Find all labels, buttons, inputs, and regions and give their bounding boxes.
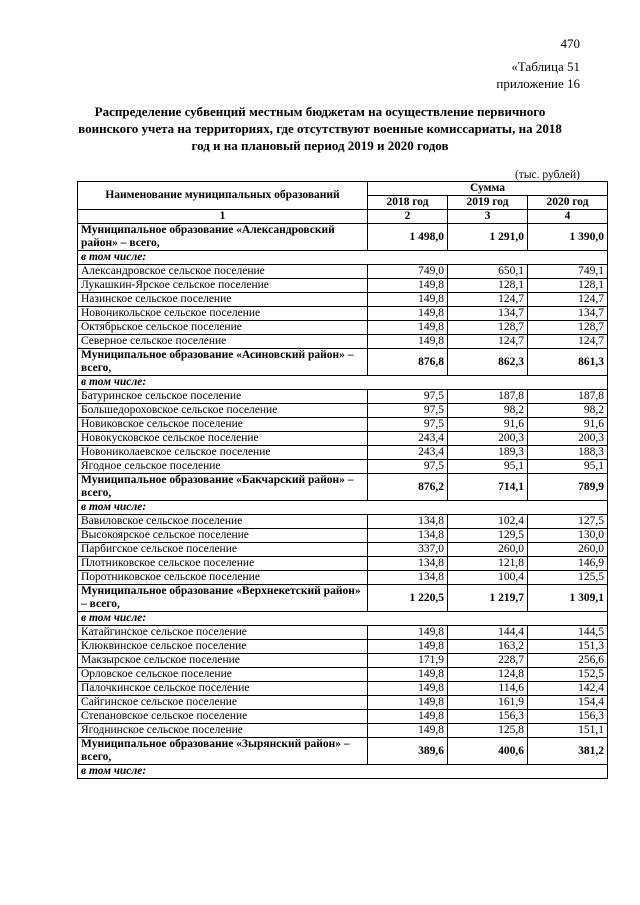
settlement-name: Назинское сельское поселение: [78, 293, 368, 307]
header-sum: Сумма: [368, 182, 608, 196]
settlement-row: [78, 654, 608, 668]
settlement-row: [78, 335, 608, 349]
amount-2020: 1 390,0: [528, 224, 608, 251]
settlement-row: [78, 668, 608, 682]
amount-2018: 876,2: [368, 474, 448, 501]
amount-2019: 163,2: [448, 640, 528, 654]
amount-2019: 650,1: [448, 265, 528, 279]
column-index: 4: [528, 210, 608, 224]
page-number: 470: [560, 36, 580, 51]
settlement-name: Ягоднинское сельское поселение: [78, 724, 368, 738]
amount-2019: 161,9: [448, 696, 528, 710]
municipality-total-row: [78, 585, 608, 612]
amount-2018: 97,5: [368, 404, 448, 418]
amount-2020: 151,1: [528, 724, 608, 738]
municipality-total-row: [78, 349, 608, 376]
appendix-number: приложение 16: [496, 76, 580, 91]
settlement-row: [78, 724, 608, 738]
settlement-name: Лукашкин-Ярское сельское поселение: [78, 279, 368, 293]
in-that-number-label: в том числе:: [78, 765, 608, 779]
amount-2020: 381,2: [528, 738, 608, 765]
amount-2018: 1 220,5: [368, 585, 448, 612]
settlement-name: Северное сельское поселение: [78, 335, 368, 349]
amount-2018: 134,8: [368, 571, 448, 585]
amount-2018: 134,8: [368, 515, 448, 529]
amount-2018: 149,8: [368, 293, 448, 307]
amount-2019: 260,0: [448, 543, 528, 557]
settlement-row: [78, 571, 608, 585]
amount-2019: 121,8: [448, 557, 528, 571]
appendix-reference: [496, 58, 580, 92]
amount-2019: 124,8: [448, 668, 528, 682]
amount-2020: 142,4: [528, 682, 608, 696]
municipality-name: Муниципальное образование «Асиновский район» – всего,: [78, 349, 368, 376]
amount-2019: 102,4: [448, 515, 528, 529]
amount-2018: 149,8: [368, 279, 448, 293]
amount-2020: 256,6: [528, 654, 608, 668]
amount-2020: 125,5: [528, 571, 608, 585]
amount-2020: 187,8: [528, 390, 608, 404]
settlement-name: Клюквинское сельское поселение: [78, 640, 368, 654]
settlement-row: [78, 640, 608, 654]
amount-2020: 128,7: [528, 321, 608, 335]
amount-2018: 134,8: [368, 557, 448, 571]
amount-2020: 260,0: [528, 543, 608, 557]
amount-2020: 124,7: [528, 293, 608, 307]
amount-2018: 876,8: [368, 349, 448, 376]
settlement-row: [78, 404, 608, 418]
amount-2018: 149,8: [368, 682, 448, 696]
amount-2020: 128,1: [528, 279, 608, 293]
amount-2018: 149,8: [368, 626, 448, 640]
amount-2018: 749,0: [368, 265, 448, 279]
subventions-table: [77, 181, 608, 779]
header-year-2020: 2020 год: [528, 196, 608, 210]
settlement-name: Новокусковское сельское поселение: [78, 432, 368, 446]
settlement-row: [78, 515, 608, 529]
amount-2019: 95,1: [448, 460, 528, 474]
amount-2019: 144,4: [448, 626, 528, 640]
amount-2018: 97,5: [368, 418, 448, 432]
settlement-row: [78, 529, 608, 543]
amount-2019: 189,3: [448, 446, 528, 460]
amount-2018: 1 498,0: [368, 224, 448, 251]
amount-2020: 124,7: [528, 335, 608, 349]
amount-2019: 125,8: [448, 724, 528, 738]
header-year-2018: 2018 год: [368, 196, 448, 210]
amount-2020: 1 309,1: [528, 585, 608, 612]
settlement-row: [78, 696, 608, 710]
amount-2018: 149,8: [368, 668, 448, 682]
amount-2019: 114,6: [448, 682, 528, 696]
settlement-row: [78, 543, 608, 557]
settlement-name: Орловское сельское поселение: [78, 668, 368, 682]
amount-2020: 156,3: [528, 710, 608, 724]
amount-2018: 97,5: [368, 460, 448, 474]
amount-2019: 228,7: [448, 654, 528, 668]
settlement-row: [78, 321, 608, 335]
settlement-name: Александровское сельское поселение: [78, 265, 368, 279]
settlement-row: [78, 557, 608, 571]
municipality-name: Муниципальное образование «Бакчарский район» – всего,: [78, 474, 368, 501]
settlement-name: Сайгинское сельское поселение: [78, 696, 368, 710]
settlement-name: Плотниковское сельское поселение: [78, 557, 368, 571]
settlement-name: Новониколаевское сельское поселение: [78, 446, 368, 460]
settlement-name: Вавиловское сельское поселение: [78, 515, 368, 529]
amount-2018: 243,4: [368, 446, 448, 460]
settlement-name: Палочкинское сельское поселение: [78, 682, 368, 696]
amount-2020: 200,3: [528, 432, 608, 446]
amount-2020: 127,5: [528, 515, 608, 529]
amount-2018: 149,8: [368, 696, 448, 710]
amount-2020: 789,9: [528, 474, 608, 501]
amount-2020: 861,3: [528, 349, 608, 376]
subtotal-label-row: [78, 376, 608, 390]
municipality-name: Муниципальное образование «Александровский район» – всего,: [78, 224, 368, 251]
amount-2019: 156,3: [448, 710, 528, 724]
header-year-2019: 2019 год: [448, 196, 528, 210]
municipality-name: Муниципальное образование «Верхнекетский район» – всего,: [78, 585, 368, 612]
settlement-name: Катайгинское сельское поселение: [78, 626, 368, 640]
settlement-row: [78, 307, 608, 321]
municipality-total-row: [78, 474, 608, 501]
amount-2019: 714,1: [448, 474, 528, 501]
amount-2019: 128,7: [448, 321, 528, 335]
settlement-row: [78, 446, 608, 460]
amount-2019: 124,7: [448, 335, 528, 349]
settlement-name: Большедороховское сельское поселение: [78, 404, 368, 418]
amount-2020: 151,3: [528, 640, 608, 654]
amount-2020: 144,5: [528, 626, 608, 640]
settlement-name: Степановское сельское поселение: [78, 710, 368, 724]
appendix-table-number: «Таблица 51: [511, 59, 580, 74]
subtotal-label-row: [78, 765, 608, 779]
amount-2020: 134,7: [528, 307, 608, 321]
units-note: (тыс. рублей): [514, 169, 580, 181]
amount-2019: 129,5: [448, 529, 528, 543]
amount-2019: 187,8: [448, 390, 528, 404]
settlement-row: [78, 460, 608, 474]
amount-2020: 98,2: [528, 404, 608, 418]
in-that-number-label: в том числе:: [78, 376, 608, 390]
amount-2019: 200,3: [448, 432, 528, 446]
settlement-name: Новоникольское сельское поселение: [78, 307, 368, 321]
amount-2018: 243,4: [368, 432, 448, 446]
amount-2019: 91,6: [448, 418, 528, 432]
header-name: Наименование муниципальных образований: [78, 182, 368, 210]
amount-2020: 188,3: [528, 446, 608, 460]
amount-2019: 128,1: [448, 279, 528, 293]
settlement-name: Макзырское сельское поселение: [78, 654, 368, 668]
amount-2018: 149,8: [368, 321, 448, 335]
amount-2018: 171,9: [368, 654, 448, 668]
column-index: 2: [368, 210, 448, 224]
amount-2019: 1 219,7: [448, 585, 528, 612]
municipality-total-row: [78, 224, 608, 251]
in-that-number-label: в том числе:: [78, 251, 608, 265]
amount-2018: 149,8: [368, 710, 448, 724]
amount-2020: 749,1: [528, 265, 608, 279]
settlement-name: Высокоярское сельское поселение: [78, 529, 368, 543]
amount-2018: 149,8: [368, 335, 448, 349]
amount-2018: 134,8: [368, 529, 448, 543]
amount-2019: 400,6: [448, 738, 528, 765]
amount-2019: 862,3: [448, 349, 528, 376]
amount-2020: 91,6: [528, 418, 608, 432]
amount-2019: 124,7: [448, 293, 528, 307]
document-title: Распределение субвенций местным бюджетам на осуществление первичного воинского учета на территориях, где отсутствуют военные комиссариаты, на 2018 год и на плановый период 2019 и 2020 годов: [78, 104, 562, 153]
municipality-name: Муниципальное образование «Зырянский район» – всего,: [78, 738, 368, 765]
subtotal-label-row: [78, 612, 608, 626]
amount-2019: 1 291,0: [448, 224, 528, 251]
amount-2019: 134,7: [448, 307, 528, 321]
amount-2018: 149,8: [368, 307, 448, 321]
settlement-row: [78, 432, 608, 446]
subtotal-label-row: [78, 251, 608, 265]
settlement-row: [78, 265, 608, 279]
settlement-row: [78, 710, 608, 724]
settlement-row: [78, 626, 608, 640]
in-that-number-label: в том числе:: [78, 501, 608, 515]
settlement-name: Новиковское сельское поселение: [78, 418, 368, 432]
settlement-name: Октябрьское сельское поселение: [78, 321, 368, 335]
settlement-row: [78, 293, 608, 307]
amount-2018: 97,5: [368, 390, 448, 404]
amount-2018: 389,6: [368, 738, 448, 765]
settlement-name: Поротниковское сельское поселение: [78, 571, 368, 585]
amount-2018: 337,0: [368, 543, 448, 557]
amount-2018: 149,8: [368, 724, 448, 738]
settlement-row: [78, 279, 608, 293]
column-index: 1: [78, 210, 368, 224]
amount-2018: 149,8: [368, 640, 448, 654]
amount-2020: 152,5: [528, 668, 608, 682]
settlement-name: Ягодное сельское поселение: [78, 460, 368, 474]
in-that-number-label: в том числе:: [78, 612, 608, 626]
amount-2019: 100,4: [448, 571, 528, 585]
settlement-row: [78, 682, 608, 696]
subtotal-label-row: [78, 501, 608, 515]
table-body: [78, 224, 608, 779]
settlement-name: Парбигское сельское поселение: [78, 543, 368, 557]
column-index: 3: [448, 210, 528, 224]
amount-2020: 154,4: [528, 696, 608, 710]
settlement-row: [78, 418, 608, 432]
amount-2019: 98,2: [448, 404, 528, 418]
municipality-total-row: [78, 738, 608, 765]
amount-2020: 130,0: [528, 529, 608, 543]
amount-2020: 95,1: [528, 460, 608, 474]
amount-2020: 146,9: [528, 557, 608, 571]
settlement-row: [78, 390, 608, 404]
settlement-name: Батуринское сельское поселение: [78, 390, 368, 404]
